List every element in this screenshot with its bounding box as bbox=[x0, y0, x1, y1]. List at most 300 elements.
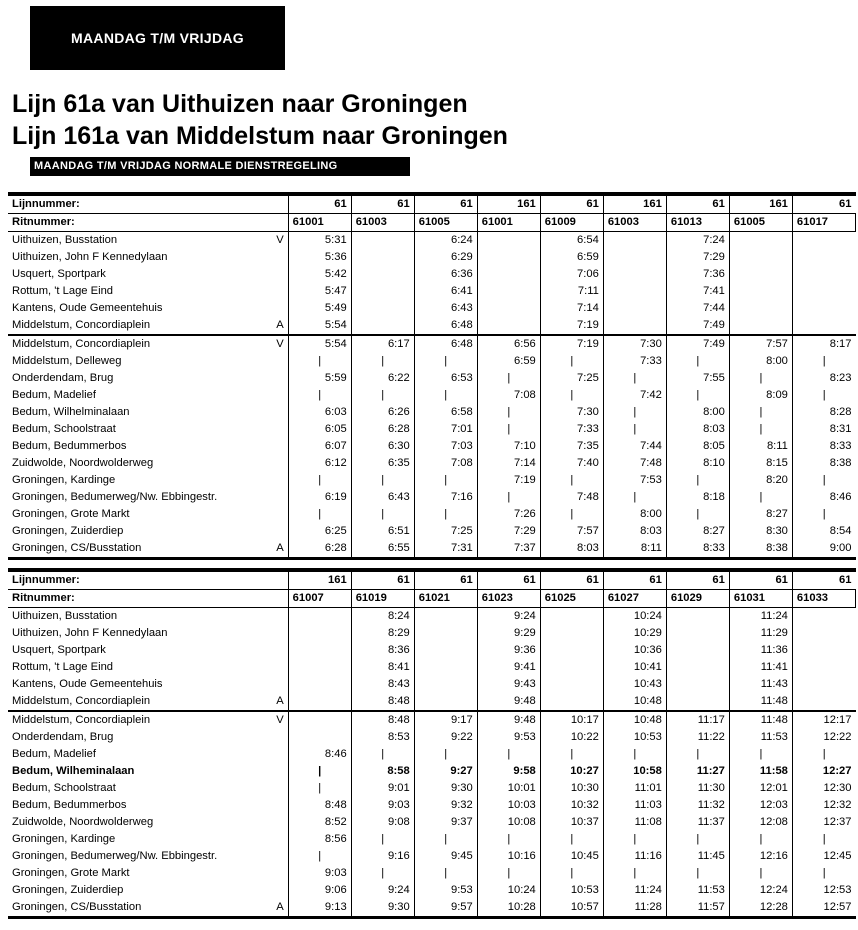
time-cell: | bbox=[414, 865, 477, 882]
stop-cell bbox=[8, 249, 288, 266]
time-cell: 6:29 bbox=[414, 249, 477, 266]
time-cell: | bbox=[477, 404, 540, 421]
time-cell: 9:29 bbox=[477, 625, 540, 642]
time-cell: 8:33 bbox=[666, 540, 729, 559]
time-cell: 5:49 bbox=[288, 300, 351, 317]
arrival-departure-flag: A bbox=[276, 695, 284, 707]
time-cell: 5:47 bbox=[288, 283, 351, 300]
time-cell: 6:25 bbox=[288, 523, 351, 540]
stop-cell bbox=[8, 506, 288, 523]
stop-name: Groningen, CS/Busstation bbox=[12, 901, 142, 913]
time-cell: 8:00 bbox=[603, 506, 666, 523]
time-cell: 8:15 bbox=[729, 455, 792, 472]
time-cell: 6:58 bbox=[414, 404, 477, 421]
time-cell: | bbox=[288, 353, 351, 370]
lijnnummer-cell: 61 bbox=[351, 194, 414, 214]
time-cell bbox=[729, 317, 792, 335]
time-cell: 6:22 bbox=[351, 370, 414, 387]
time-cell bbox=[666, 676, 729, 693]
time-cell bbox=[288, 676, 351, 693]
time-cell bbox=[477, 317, 540, 335]
time-cell: 9:58 bbox=[477, 763, 540, 780]
time-cell: 7:48 bbox=[603, 455, 666, 472]
time-cell: 5:54 bbox=[288, 335, 351, 353]
stop-cell bbox=[8, 865, 288, 882]
time-cell: 9:03 bbox=[288, 865, 351, 882]
stop-cell bbox=[8, 693, 288, 711]
time-cell: 11:22 bbox=[666, 729, 729, 746]
time-cell bbox=[792, 249, 855, 266]
time-cell bbox=[792, 659, 855, 676]
time-cell: 8:27 bbox=[666, 523, 729, 540]
time-cell bbox=[351, 249, 414, 266]
time-cell: 7:25 bbox=[540, 370, 603, 387]
time-cell: 11:27 bbox=[666, 763, 729, 780]
stop-name: Groningen, Grote Markt bbox=[12, 867, 130, 879]
stop-cell bbox=[8, 899, 288, 918]
stop-name: Groningen, Zuiderdiep bbox=[12, 884, 124, 896]
time-cell: 8:48 bbox=[351, 711, 414, 729]
lijnnummer-cell: 161 bbox=[477, 194, 540, 214]
ritnummer-cell: 61003 bbox=[603, 214, 666, 232]
time-cell: | bbox=[477, 746, 540, 763]
time-cell: 12:27 bbox=[822, 765, 852, 777]
time-cell: 8:48 bbox=[288, 797, 351, 814]
stop-name: Bedum, Madelief bbox=[12, 748, 96, 760]
ritnummer-cell: 61005 bbox=[729, 214, 792, 232]
time-cell: 6:55 bbox=[351, 540, 414, 559]
time-cell bbox=[792, 608, 855, 626]
time-cell: | bbox=[351, 353, 414, 370]
time-cell bbox=[414, 642, 477, 659]
ritnummer-cell: 61007 bbox=[288, 590, 351, 608]
time-cell: 9:30 bbox=[351, 899, 414, 918]
table-row bbox=[8, 455, 856, 472]
time-cell bbox=[540, 608, 603, 626]
stop-cell bbox=[8, 387, 288, 404]
time-cell: 8:23 bbox=[829, 372, 852, 384]
time-cell: 7:31 bbox=[414, 540, 477, 559]
time-cell bbox=[729, 300, 792, 317]
time-cell: 7:11 bbox=[540, 283, 603, 300]
time-cell: 10:45 bbox=[540, 848, 603, 865]
time-cell: | bbox=[666, 472, 729, 489]
time-cell: 12:22 bbox=[823, 731, 852, 743]
time-cell: 12:16 bbox=[729, 848, 792, 865]
time-cell: 7:36 bbox=[666, 266, 729, 283]
time-cell: | bbox=[477, 831, 540, 848]
time-cell bbox=[351, 232, 414, 250]
stop-name: Bedum, Madelief bbox=[12, 389, 96, 401]
lijnnummer-label: Lijnnummer: bbox=[8, 194, 288, 214]
ritnummer-row bbox=[8, 214, 856, 232]
time-cell: 7:53 bbox=[603, 472, 666, 489]
time-cell: 6:48 bbox=[414, 335, 477, 353]
time-cell: 8:33 bbox=[829, 440, 852, 452]
time-cell: 11:36 bbox=[729, 642, 792, 659]
stop-cell bbox=[8, 455, 288, 472]
stop-cell bbox=[8, 489, 288, 506]
time-cell: 6:30 bbox=[351, 438, 414, 455]
time-cell: | bbox=[414, 353, 477, 370]
table-row bbox=[8, 523, 856, 540]
ritnummer-cell: 61027 bbox=[603, 590, 666, 608]
time-cell: | bbox=[540, 746, 603, 763]
time-cell: 11:29 bbox=[729, 625, 792, 642]
time-cell: 10:28 bbox=[477, 899, 540, 918]
time-cell: 7:37 bbox=[477, 540, 540, 559]
time-cell bbox=[540, 642, 603, 659]
stop-cell bbox=[8, 370, 288, 387]
stop-cell bbox=[8, 729, 288, 746]
lijnnummer-cell: 61 bbox=[414, 570, 477, 590]
table-row bbox=[8, 625, 856, 642]
stop-cell bbox=[8, 659, 288, 676]
time-cell: | bbox=[540, 472, 603, 489]
stop-name: Middelstum, Concordiaplein bbox=[12, 319, 151, 331]
ritnummer-cell: 61025 bbox=[540, 590, 603, 608]
table-row bbox=[8, 780, 856, 797]
time-cell: 7:29 bbox=[477, 523, 540, 540]
time-cell: 10:24 bbox=[603, 608, 666, 626]
table-row bbox=[8, 232, 856, 250]
time-cell: 7:44 bbox=[666, 300, 729, 317]
table-row bbox=[8, 317, 856, 335]
time-cell bbox=[792, 317, 855, 335]
time-cell bbox=[414, 693, 477, 711]
ritnummer-cell: 61031 bbox=[729, 590, 792, 608]
table-row bbox=[8, 283, 856, 300]
time-cell: 10:08 bbox=[477, 814, 540, 831]
time-cell bbox=[288, 693, 351, 711]
time-cell: 8:00 bbox=[666, 404, 729, 421]
time-cell: 7:33 bbox=[540, 421, 603, 438]
time-cell: | bbox=[666, 506, 729, 523]
table-row bbox=[8, 797, 856, 814]
time-cell: 7:40 bbox=[540, 455, 603, 472]
time-cell: 9:48 bbox=[477, 711, 540, 729]
time-cell: | bbox=[351, 387, 414, 404]
time-cell: | bbox=[729, 746, 792, 763]
time-cell: | bbox=[414, 831, 477, 848]
time-cell: 10:53 bbox=[603, 729, 666, 746]
stop-name: Uithuizen, John F Kennedylaan bbox=[12, 627, 168, 639]
table-row bbox=[8, 763, 856, 780]
time-cell: | bbox=[288, 472, 351, 489]
time-cell: 9:24 bbox=[477, 608, 540, 626]
time-cell: 11:58 bbox=[729, 763, 792, 780]
lijnnummer-cell: 61 bbox=[792, 570, 855, 590]
time-cell: 10:43 bbox=[603, 676, 666, 693]
time-cell: | bbox=[414, 472, 477, 489]
time-cell: | bbox=[540, 353, 603, 370]
stop-name: Uithuizen, Busstation bbox=[12, 610, 118, 622]
time-cell: 9:16 bbox=[351, 848, 414, 865]
time-cell: 6:43 bbox=[414, 300, 477, 317]
time-cell: 7:14 bbox=[477, 455, 540, 472]
stop-name: Kantens, Oude Gemeentehuis bbox=[12, 678, 163, 690]
time-cell: 6:24 bbox=[414, 232, 477, 250]
time-cell: | bbox=[414, 506, 477, 523]
time-cell: 8:53 bbox=[351, 729, 414, 746]
lijnnummer-cell: 61 bbox=[666, 194, 729, 214]
time-cell: 8:20 bbox=[729, 472, 792, 489]
table-row bbox=[8, 387, 856, 404]
time-cell bbox=[666, 693, 729, 711]
time-cell bbox=[288, 729, 351, 746]
time-cell: | bbox=[477, 370, 540, 387]
stop-name: Onderdendam, Brug bbox=[12, 731, 114, 743]
time-cell: | bbox=[822, 389, 826, 401]
time-cell: 11:41 bbox=[729, 659, 792, 676]
ritnummer-cell: 61013 bbox=[666, 214, 729, 232]
time-cell: | bbox=[351, 472, 414, 489]
time-cell: 10:24 bbox=[477, 882, 540, 899]
time-cell: 6:35 bbox=[351, 455, 414, 472]
time-cell: 7:44 bbox=[603, 438, 666, 455]
lijnnummer-cell: 61 bbox=[603, 570, 666, 590]
stop-cell bbox=[8, 625, 288, 642]
time-cell bbox=[792, 266, 855, 283]
stop-name: Groningen, CS/Busstation bbox=[12, 542, 142, 554]
arrival-departure-flag: A bbox=[276, 901, 284, 913]
time-cell: | bbox=[477, 489, 540, 506]
time-cell bbox=[288, 625, 351, 642]
time-cell: 8:24 bbox=[351, 608, 414, 626]
time-cell: 9:01 bbox=[351, 780, 414, 797]
time-cell: 10:22 bbox=[540, 729, 603, 746]
time-cell: 10:29 bbox=[603, 625, 666, 642]
stop-name: Bedum, Bedummerbos bbox=[12, 799, 127, 811]
time-cell bbox=[414, 625, 477, 642]
time-cell: 7:19 bbox=[477, 472, 540, 489]
time-cell: 11:45 bbox=[666, 848, 729, 865]
time-cell: 7:08 bbox=[414, 455, 477, 472]
ritnummer-cell: 61021 bbox=[414, 590, 477, 608]
stop-name: Kantens, Oude Gemeentehuis bbox=[12, 302, 163, 314]
time-cell: 8:00 bbox=[729, 353, 792, 370]
time-cell: 11:48 bbox=[729, 711, 792, 729]
time-cell: 8:09 bbox=[729, 387, 792, 404]
time-cell: 9:06 bbox=[288, 882, 351, 899]
time-cell: | bbox=[288, 763, 351, 780]
ritnummer-cell: 61003 bbox=[351, 214, 414, 232]
time-cell: 10:48 bbox=[603, 693, 666, 711]
stop-name: Usquert, Sportpark bbox=[12, 644, 106, 656]
ritnummer-label: Ritnummer: bbox=[8, 590, 288, 608]
time-cell: | bbox=[351, 865, 414, 882]
table-row bbox=[8, 814, 856, 831]
time-cell: 6:56 bbox=[477, 335, 540, 353]
table-row bbox=[8, 489, 856, 506]
time-cell: 12:28 bbox=[729, 899, 792, 918]
time-cell: 8:29 bbox=[351, 625, 414, 642]
time-cell: | bbox=[603, 370, 666, 387]
time-cell bbox=[792, 676, 855, 693]
time-cell: 11:17 bbox=[666, 711, 729, 729]
arrival-departure-flag: V bbox=[276, 714, 284, 726]
lijnnummer-label: Lijnnummer: bbox=[8, 570, 288, 590]
time-cell: | bbox=[822, 474, 826, 486]
lijnnummer-row bbox=[8, 194, 856, 214]
time-cell: 9:37 bbox=[414, 814, 477, 831]
table-row bbox=[8, 335, 856, 353]
stop-cell bbox=[8, 421, 288, 438]
time-cell: 7:30 bbox=[540, 404, 603, 421]
stop-name: Uithuizen, Busstation bbox=[12, 234, 118, 246]
time-cell: | bbox=[477, 421, 540, 438]
time-cell: 8:38 bbox=[829, 457, 852, 469]
time-cell: 12:32 bbox=[823, 799, 852, 811]
stop-cell bbox=[8, 746, 288, 763]
stop-cell bbox=[8, 831, 288, 848]
time-cell: 7:26 bbox=[477, 506, 540, 523]
time-cell bbox=[603, 300, 666, 317]
time-cell bbox=[351, 266, 414, 283]
time-cell bbox=[414, 608, 477, 626]
time-cell bbox=[351, 300, 414, 317]
stop-cell bbox=[8, 608, 288, 626]
time-cell: 7:03 bbox=[414, 438, 477, 455]
table-row bbox=[8, 249, 856, 266]
time-cell: 7:24 bbox=[666, 232, 729, 250]
time-cell: 11:24 bbox=[603, 882, 666, 899]
time-cell: | bbox=[603, 421, 666, 438]
stop-cell bbox=[8, 404, 288, 421]
table-row bbox=[8, 865, 856, 882]
time-cell: 11:08 bbox=[603, 814, 666, 831]
time-cell: | bbox=[540, 831, 603, 848]
table-row bbox=[8, 659, 856, 676]
time-cell: 9:32 bbox=[414, 797, 477, 814]
time-cell: | bbox=[288, 387, 351, 404]
stop-cell bbox=[8, 266, 288, 283]
table-row bbox=[8, 831, 856, 848]
table-row bbox=[8, 693, 856, 711]
time-cell: | bbox=[822, 508, 826, 520]
time-cell bbox=[540, 693, 603, 711]
time-cell: 10:53 bbox=[540, 882, 603, 899]
time-cell: 6:07 bbox=[288, 438, 351, 455]
time-cell: 12:24 bbox=[729, 882, 792, 899]
subheader: MAANDAG T/M VRIJDAG NORMALE DIENSTREGELING bbox=[30, 157, 410, 176]
stop-name: Groningen, Grote Markt bbox=[12, 508, 130, 520]
stop-name: Uithuizen, John F Kennedylaan bbox=[12, 251, 168, 263]
time-cell: 7:42 bbox=[603, 387, 666, 404]
stop-cell bbox=[8, 642, 288, 659]
time-cell bbox=[540, 659, 603, 676]
table-row bbox=[8, 421, 856, 438]
time-cell: 8:27 bbox=[729, 506, 792, 523]
time-cell: 7:33 bbox=[603, 353, 666, 370]
time-cell: 7:48 bbox=[540, 489, 603, 506]
time-cell bbox=[729, 249, 792, 266]
time-cell: 11:53 bbox=[729, 729, 792, 746]
time-cell: | bbox=[540, 865, 603, 882]
ritnummer-cell: 61029 bbox=[666, 590, 729, 608]
table-row bbox=[8, 608, 856, 626]
time-cell bbox=[666, 608, 729, 626]
time-cell bbox=[477, 232, 540, 250]
table-row bbox=[8, 540, 856, 559]
stop-cell bbox=[8, 676, 288, 693]
stop-cell bbox=[8, 848, 288, 865]
ritnummer-cell: 61001 bbox=[288, 214, 351, 232]
stop-cell bbox=[8, 300, 288, 317]
time-cell: | bbox=[666, 865, 729, 882]
time-cell: 8:31 bbox=[829, 423, 852, 435]
time-cell: | bbox=[666, 387, 729, 404]
time-cell: 7:29 bbox=[666, 249, 729, 266]
time-cell: 9:53 bbox=[414, 882, 477, 899]
time-cell: | bbox=[603, 489, 666, 506]
time-cell: 10:01 bbox=[477, 780, 540, 797]
lijnnummer-cell: 161 bbox=[603, 194, 666, 214]
stop-name: Groningen, Kardinge bbox=[12, 474, 116, 486]
time-cell: 8:38 bbox=[729, 540, 792, 559]
time-cell: | bbox=[603, 831, 666, 848]
arrival-departure-flag: A bbox=[276, 319, 284, 331]
stop-name: Groningen, Bedumerweg/Nw. Ebbingestr. bbox=[12, 850, 218, 862]
time-cell: | bbox=[666, 746, 729, 763]
stop-name: Zuidwolde, Noordwolderweg bbox=[12, 816, 154, 828]
stop-cell bbox=[8, 711, 288, 729]
lijnnummer-cell: 161 bbox=[729, 194, 792, 214]
time-cell bbox=[477, 283, 540, 300]
time-cell bbox=[351, 283, 414, 300]
time-cell: | bbox=[540, 506, 603, 523]
time-cell bbox=[666, 625, 729, 642]
ritnummer-cell: 61019 bbox=[351, 590, 414, 608]
time-cell: 9:27 bbox=[414, 763, 477, 780]
time-cell: 12:57 bbox=[792, 899, 855, 918]
time-cell bbox=[414, 676, 477, 693]
stop-name: Middelstum, Concordiaplein bbox=[12, 338, 151, 350]
stop-cell bbox=[8, 763, 288, 780]
time-cell: 7:08 bbox=[477, 387, 540, 404]
stop-name: Bedum, Bedummerbos bbox=[12, 440, 127, 452]
table-row bbox=[8, 506, 856, 523]
time-cell: 6:28 bbox=[288, 540, 351, 559]
time-cell: | bbox=[603, 865, 666, 882]
arrival-departure-flag: A bbox=[276, 542, 284, 554]
ritnummer-cell: 61023 bbox=[477, 590, 540, 608]
time-cell bbox=[288, 711, 351, 729]
table-row bbox=[8, 848, 856, 865]
time-cell: 10:17 bbox=[540, 711, 603, 729]
time-cell: 12:01 bbox=[729, 780, 792, 797]
time-cell: 6:53 bbox=[414, 370, 477, 387]
time-cell: | bbox=[540, 387, 603, 404]
arrival-departure-flag: V bbox=[276, 338, 284, 350]
time-cell: 8:48 bbox=[351, 693, 414, 711]
time-cell: 11:53 bbox=[666, 882, 729, 899]
time-cell bbox=[603, 249, 666, 266]
ritnummer-cell: 61017 bbox=[792, 214, 855, 232]
stop-name: Rottum, 't Lage Eind bbox=[12, 285, 114, 297]
time-cell: 9:22 bbox=[414, 729, 477, 746]
ritnummer-cell: 61001 bbox=[477, 214, 540, 232]
time-cell: | bbox=[288, 780, 351, 797]
time-cell: 6:26 bbox=[351, 404, 414, 421]
lijnnummer-cell: 61 bbox=[414, 194, 477, 214]
stop-cell bbox=[8, 317, 288, 335]
stop-name: Groningen, Bedumerweg/Nw. Ebbingestr. bbox=[12, 491, 218, 503]
time-cell: | bbox=[603, 404, 666, 421]
time-cell bbox=[792, 625, 855, 642]
time-cell: 12:30 bbox=[823, 782, 852, 794]
time-cell: 6:36 bbox=[414, 266, 477, 283]
